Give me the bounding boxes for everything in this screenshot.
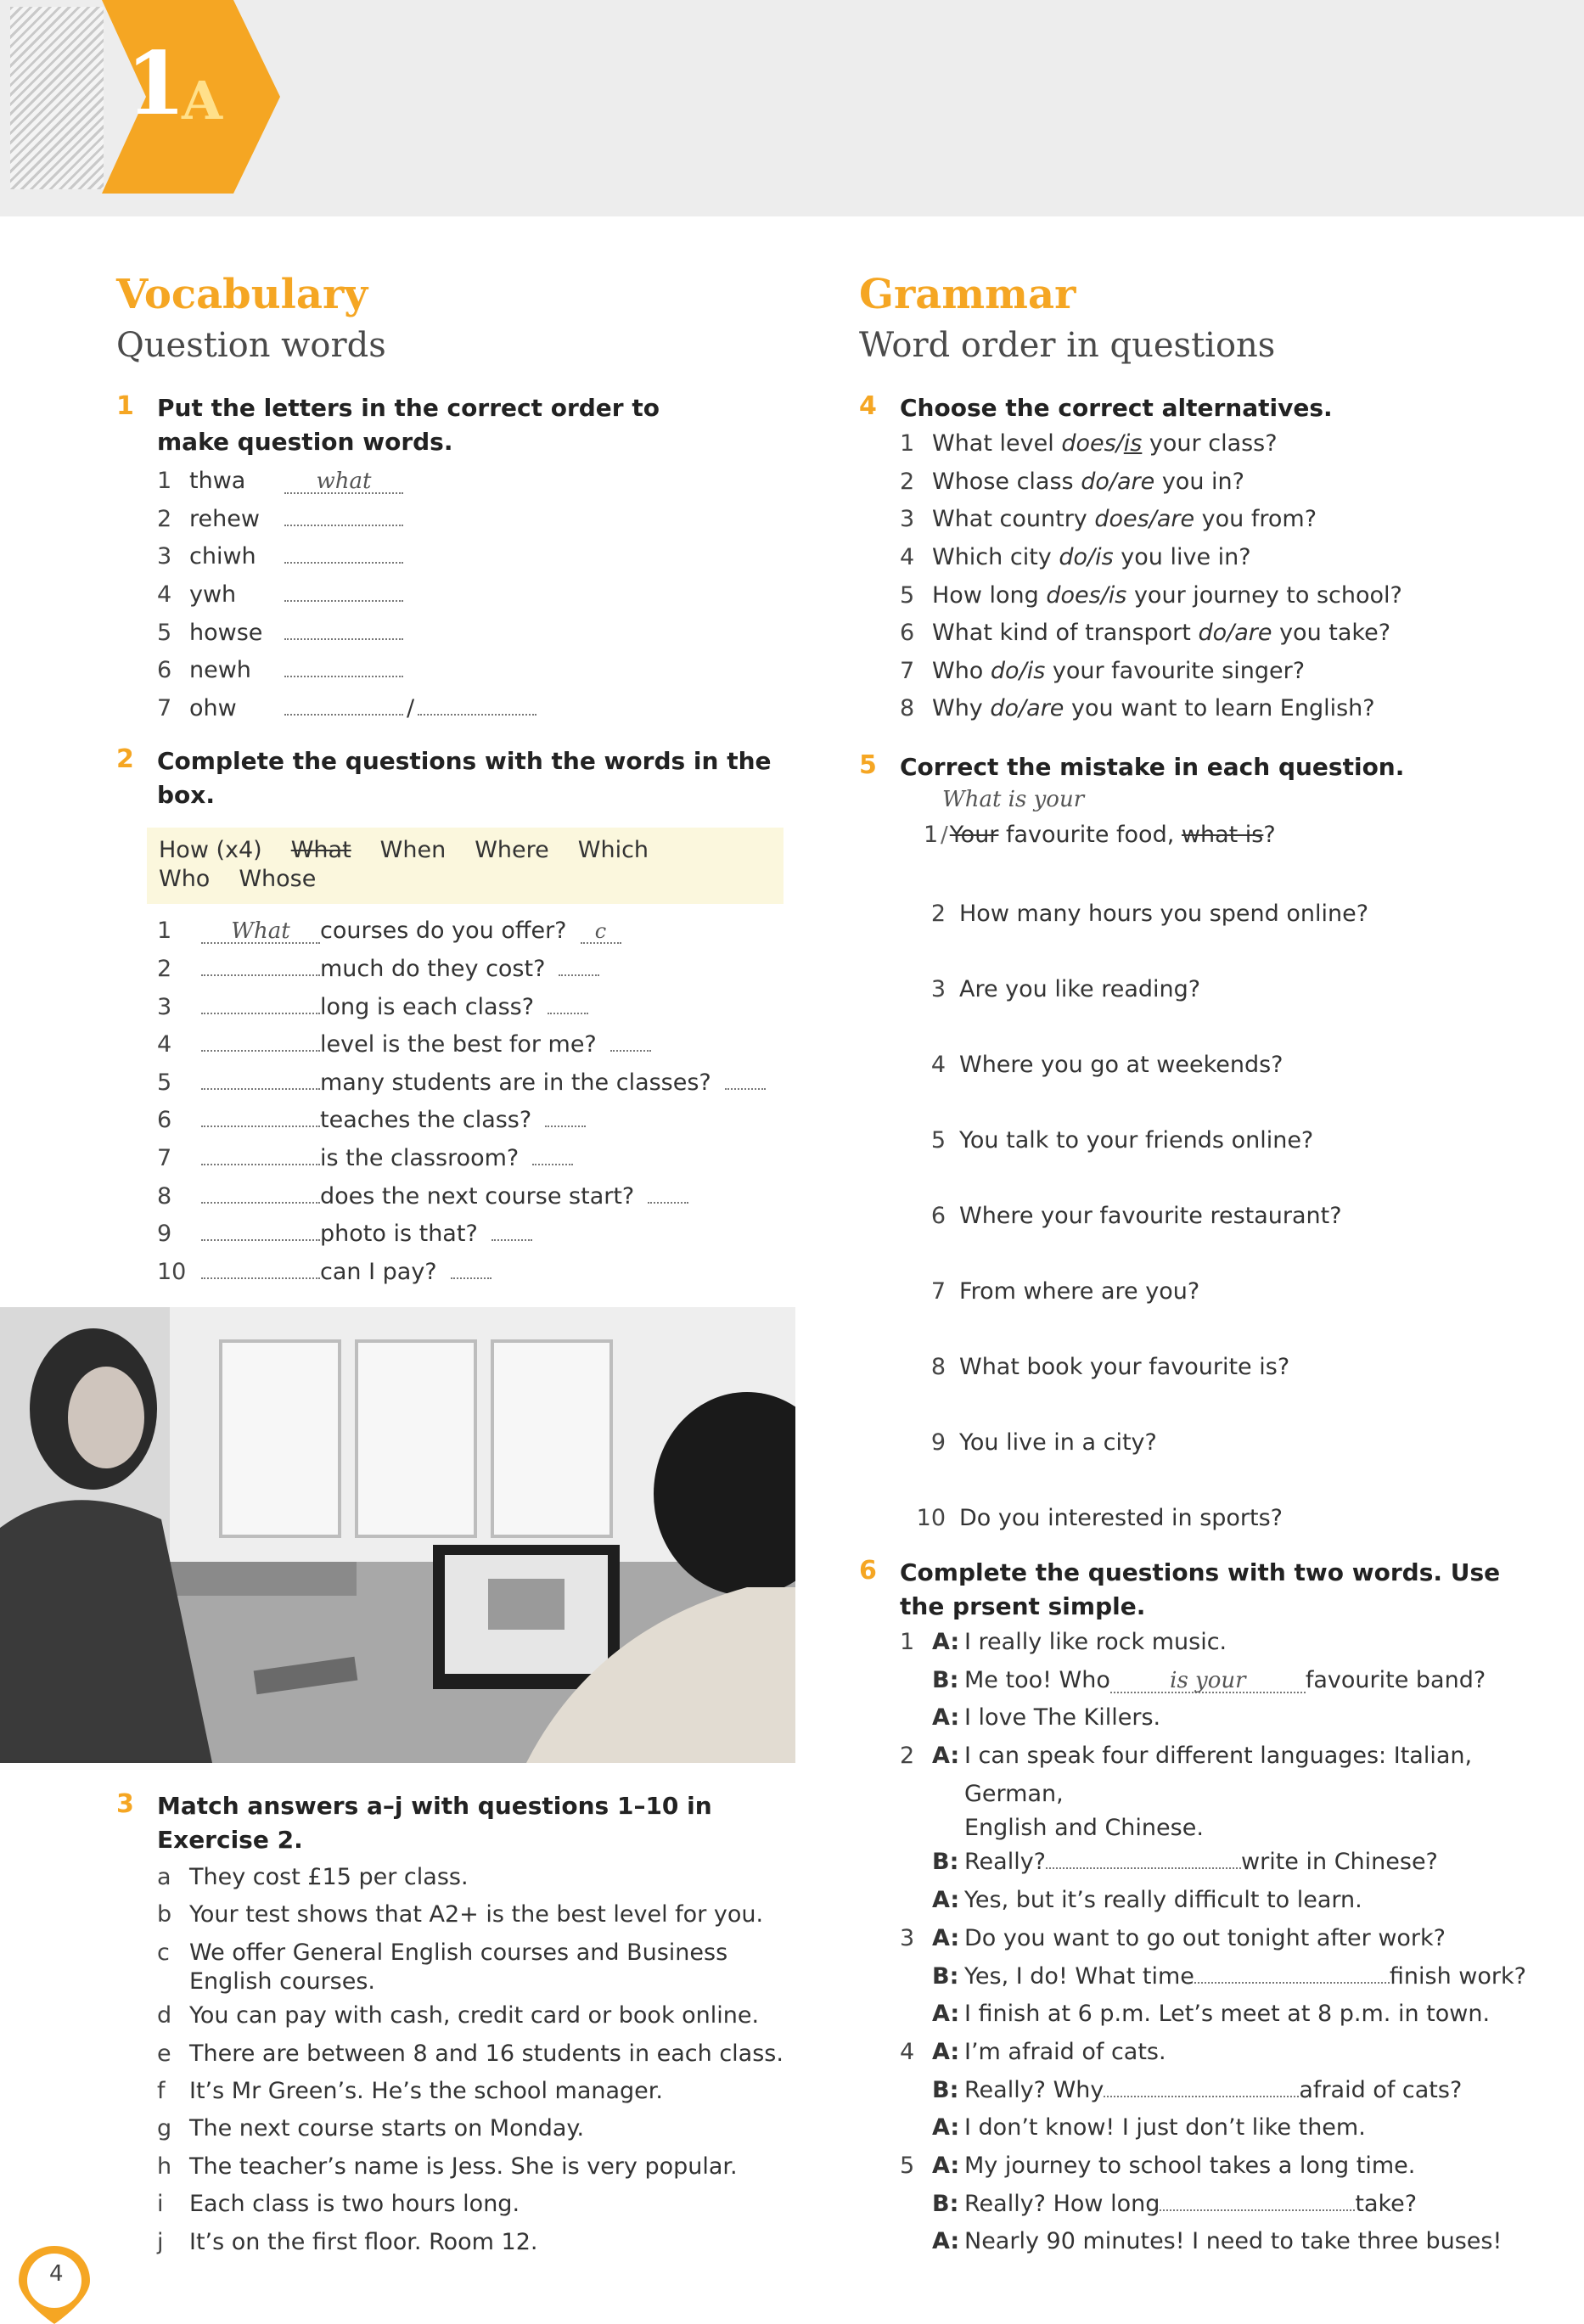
answer-field[interactable]: is your [1110,1668,1306,1693]
option-2[interactable]: are [1234,620,1272,647]
answer-field[interactable] [284,576,403,602]
answer-field-2[interactable] [418,690,536,716]
list-item: 2 Whose class do/are you in? [900,468,1244,495]
answer-field[interactable] [1194,1958,1390,1984]
list-item: 10 can I pay? [157,1254,795,1292]
exercise-instruction: Choose the correct alternatives. [900,394,1333,423]
list-item-continued: English courses. [189,1968,375,1996]
box-word: When [379,837,447,864]
mistake-list [900,876,1555,1556]
list-item: 7 From where are you? [930,1277,1200,1305]
list-item: 3 chiwh [157,538,795,576]
dialog-line: A: I love The Killers. [932,1704,1161,1732]
list-item: 2 How many hours you spend online? [930,900,1369,927]
list-item: g The next course starts on Monday. [157,2115,585,2142]
vocabulary-title: Vocabulary [116,271,368,318]
exercise-number: 1 [116,391,134,422]
option-2[interactable]: are [1116,468,1155,495]
option-1[interactable]: do [990,695,1019,722]
list-item: e There are between 8 and 16 students in each class. [157,2040,784,2067]
answer-field[interactable] [201,951,320,976]
answer-field[interactable] [201,1140,320,1165]
anagram-list [157,463,795,727]
list-item: d You can pay with cash, credit card or book online. [157,2002,760,2029]
list-item: 10 Do you interested in sports? [916,1504,1283,1531]
list-item: 4 level is the best for me? [157,1026,795,1064]
dialog-line-continued: English and Chinese. [964,1815,1204,1842]
answer-field[interactable] [201,1178,320,1204]
list-item: 6 teaches the class? [157,1102,795,1140]
dialog-line: B: Really? How long take? [900,2186,1555,2224]
list-item: 4 Where you go at weekends? [930,1051,1283,1078]
option-1[interactable]: does [1061,430,1116,458]
list-item: 3 long is each class? [157,989,795,1027]
answer-field[interactable] [201,1102,320,1127]
answer-field[interactable] [284,538,403,564]
answer-field[interactable] [284,501,403,526]
list-item: c We offer General English courses and Business [157,1939,728,1966]
list-item: 7 ohw / [157,690,795,728]
exercise-instruction: Complete the questions with two words. Use the prsent simple. [900,1558,1501,1620]
list-item: 1 thwa what [157,463,795,501]
dialog-line: 3 A: Do you want to go out tonight after work? [900,1924,1446,1951]
dialog-list [900,1624,1555,2261]
match-field[interactable] [545,1102,586,1127]
exercise-instruction: Complete the questions with the words in the box. [157,747,772,810]
vocabulary-subtitle: Question words [116,326,386,366]
answer-field[interactable] [201,989,320,1014]
match-field[interactable] [725,1064,766,1090]
dialog-line: A: I don’t know! I just don’t like them. [932,2114,1366,2142]
option-2-selected[interactable]: is [1123,430,1143,458]
dialog-line: A: Yes, but it’s really difficult to learn. [932,1887,1362,1914]
dialog-line: 4 A: I’m afraid of cats. [900,2038,1166,2065]
alternatives-list [900,425,1555,728]
list-item: 8 Why do/are you want to learn English? [900,695,1375,722]
list-item: b Your test shows that A2+ is the best level for you. [157,1901,764,1928]
match-field[interactable]: c [581,918,621,944]
list-item: 6 What kind of transport do/are you take? [900,620,1391,647]
box-word: How (x4) [159,837,262,864]
option-2[interactable]: is [1095,543,1114,570]
exercise-4 [859,391,1555,728]
option-1[interactable]: do [1198,620,1227,647]
list-item: 3 What country does/are you from? [900,506,1317,533]
dialog-line: B: Really? Why afraid of cats? [900,2072,1555,2110]
list-item: 6 Where your favourite restaurant? [930,1202,1342,1229]
page-number: 4 [49,2261,64,2287]
list-item: 2 rehew [157,501,795,539]
dialog-line: B: Yes, I do! What time finish work? [900,1958,1555,1996]
answer-field[interactable]: What [201,918,320,944]
option-1[interactable]: does [1094,506,1149,533]
match-field[interactable] [559,951,599,976]
option-1[interactable]: do [990,657,1019,684]
exercise-5 [859,750,1555,1556]
option-1[interactable]: do [1059,543,1088,570]
list-item: 1 What courses do you offer? c [157,912,795,951]
list-item: a They cost £15 per class. [157,1864,469,1890]
answer-field[interactable] [1104,2072,1299,2097]
list-item: j It’s on the first floor. Room 12. [157,2228,538,2255]
reception-photo [0,1307,795,1763]
box-word: Where [475,837,549,864]
unit-number: 1 [126,33,186,135]
option-2[interactable]: are [1156,506,1195,533]
match-field[interactable] [648,1178,688,1204]
dialog-line: 2 A: I can speak four different languages: Italian, German, [900,1743,1473,1807]
answer-field[interactable] [201,1254,320,1279]
dialog-line: B: Me too! Who is your favourite band? [932,1666,1486,1693]
list-item: 6 newh [157,652,795,690]
list-item: 7 Who do/is your favourite singer? [900,657,1306,684]
answer-field[interactable] [201,1064,320,1090]
list-item: f It’s Mr Green’s. He’s the school manager. [157,2078,663,2105]
exercise-number: 5 [859,749,877,780]
answer-field[interactable] [284,652,403,677]
dialog-line: A: Nearly 90 minutes! I need to take three buses! [932,2228,1503,2255]
word-box [147,828,784,904]
example-line: 1 / Your favourite food, what is ? [924,817,1276,855]
list-item: 5 howse [157,615,795,653]
exercise-instruction: Match answers a–j with questions 1–10 in Exercise 2. [157,1792,712,1854]
insert-caret: / [941,822,948,848]
grammar-subtitle: Word order in questions [859,326,1276,366]
box-word: Who [159,866,211,893]
list-item: 7 is the classroom? [157,1140,795,1178]
list-item: 1 What level does/is your class? [900,430,1278,458]
grammar-column [859,272,1555,2261]
exercise-instruction: Correct the mistake in each question. [900,752,1405,781]
list-item: 3 Are you like reading? [930,975,1201,1002]
list-item: 2 much do they cost? [157,951,795,989]
answer-field[interactable] [284,615,403,640]
list-item: i Each class is two hours long. [157,2191,520,2218]
option-2[interactable]: is [1026,657,1046,684]
answer-field[interactable] [1160,2186,1355,2211]
answer-field[interactable] [201,1026,320,1052]
list-item: 4 Which city do/is you live in? [900,543,1251,570]
option-1[interactable]: does [1046,581,1101,609]
list-item: 9 photo is that? [157,1215,795,1254]
match-field[interactable] [491,1215,532,1241]
match-field[interactable] [451,1254,491,1279]
exercise-number: 4 [859,391,877,422]
list-item: 4 ywh [157,576,795,615]
option-2[interactable]: is [1108,581,1127,609]
exercise-3 [116,1789,795,2261]
exercise-6 [859,1556,1555,2261]
dialog-line: 1 A: I really like rock music. [900,1628,1227,1655]
match-field[interactable] [548,989,588,1014]
question-list [157,912,795,1291]
unit-letter: A [182,70,223,132]
exercise-instruction: Put the letters in the correct order to make question words. [157,394,660,457]
option-2[interactable]: are [1026,695,1064,722]
list-item: 9 You live in a city? [930,1429,1157,1456]
answer-list [157,1859,795,2261]
grammar-title: Grammar [859,271,1076,318]
dialog-line: 5 A: My journey to school takes a long time. [900,2153,1416,2180]
box-word: Whose [239,866,317,893]
option-1[interactable]: do [1081,468,1109,495]
answer-field[interactable] [1046,1844,1241,1869]
list-item: h The teacher’s name is Jess. She is very popular. [157,2153,738,2180]
match-field[interactable] [532,1140,573,1165]
example-correction: What is your [942,786,1085,812]
photo-reception-desk-icon [0,1307,795,1763]
dialog-line: A: I finish at 6 p.m. Let’s meet at 8 p.m. in town. [932,2001,1491,2028]
exercise-number: 2 [116,744,134,775]
list-item: 8 What book your favourite is? [930,1353,1290,1380]
answer-field[interactable] [201,1215,320,1241]
match-field[interactable] [610,1026,651,1052]
list-item: 5 You talk to your friends online? [930,1126,1314,1154]
list-item: 8 does the next course start? [157,1178,795,1216]
exercise-number: 3 [116,1789,134,1819]
list-item: 5 many students are in the classes? [157,1064,795,1103]
exercise-number: 6 [859,1555,877,1586]
exercise-3-column [116,1789,795,2261]
dialog-line: B: Really? write in Chinese? [900,1844,1555,1882]
vocabulary-column [116,272,795,1291]
exercise-1 [116,391,795,727]
example-item [900,784,1555,856]
box-word-crossed: What [290,837,351,864]
box-word: Which [577,837,649,864]
exercise-2 [116,744,795,1291]
answer-field[interactable] [284,690,403,716]
answer-field[interactable]: what [284,469,403,494]
list-item: 5 How long does/is your journey to school? [900,581,1402,609]
